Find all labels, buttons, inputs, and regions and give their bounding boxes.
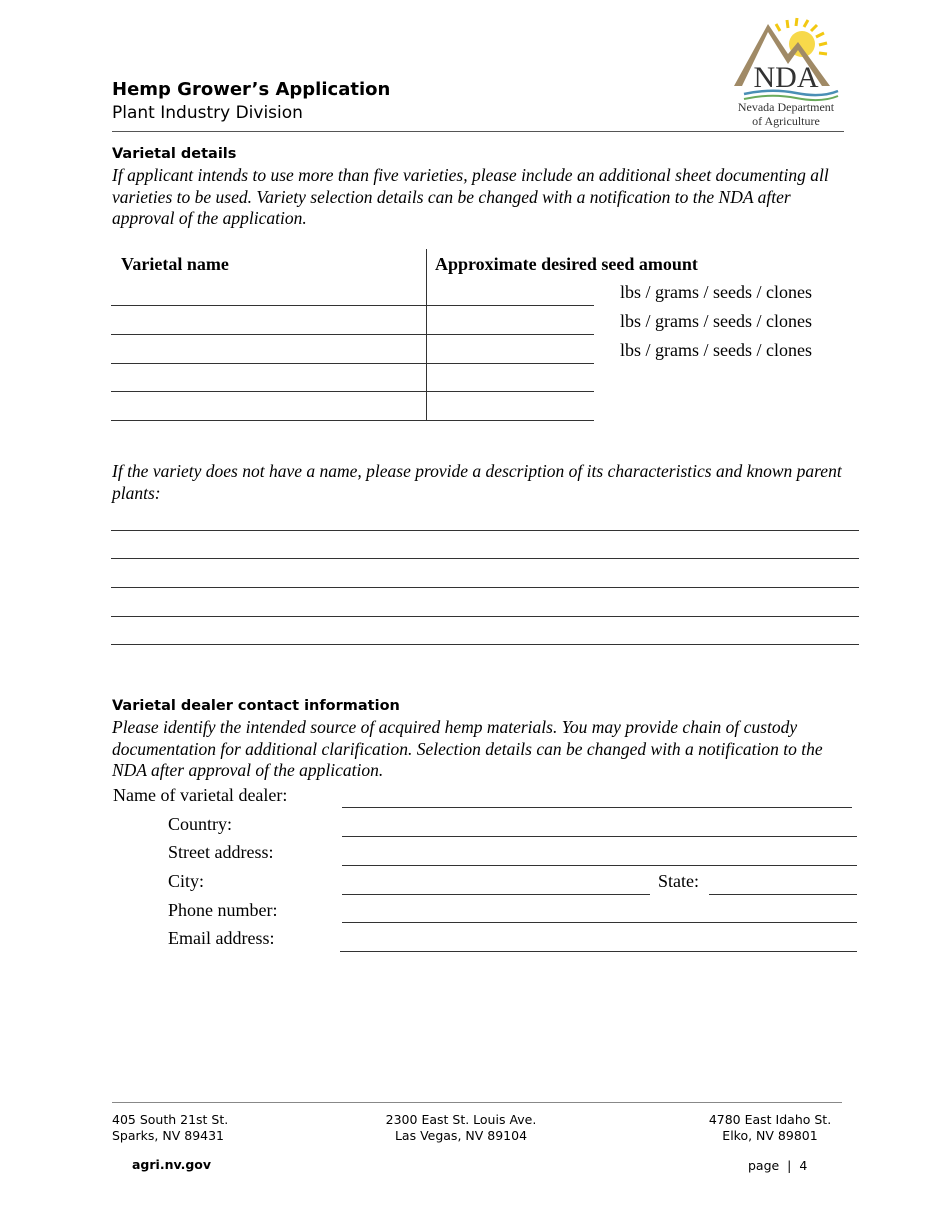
description-line-3[interactable]	[111, 587, 859, 588]
country-field[interactable]	[342, 836, 857, 837]
col-varietal-name: Varietal name	[121, 254, 229, 274]
col-seed-amount: Approximate desired seed amount	[435, 254, 698, 274]
office-sparks-city: Sparks, NV 89431	[112, 1127, 225, 1143]
country-label: Country:	[168, 814, 233, 834]
nda-logo-graphic	[726, 14, 852, 130]
phone-label: Phone number:	[168, 900, 278, 920]
unit-options-row-1: lbs / grams / seeds / clones	[620, 282, 812, 302]
dealer-contact-heading: Varietal dealer contact information	[112, 698, 400, 714]
dealer-name-field[interactable]	[342, 807, 852, 808]
city-field[interactable]	[342, 894, 650, 895]
varietal-row-5[interactable]	[111, 420, 594, 421]
city-label: City:	[168, 871, 205, 891]
footer-divider	[112, 1102, 842, 1103]
street-address-field[interactable]	[342, 865, 857, 866]
office-las-vegas-street: 2300 East St. Louis Ave.	[385, 1112, 537, 1127]
office-elko	[690, 1112, 850, 1143]
varietal-details-heading: Varietal details	[112, 146, 237, 162]
varietal-row-2[interactable]	[111, 334, 594, 335]
office-sparks	[112, 1112, 228, 1143]
state-label: State:	[658, 871, 699, 891]
description-prompt: If the variety does not have a name, please provide a description of its characteristics and known parent plants:	[112, 461, 842, 503]
email-label: Email address:	[168, 928, 275, 948]
office-sparks-street: 405 South 21st St.	[112, 1112, 229, 1127]
varietal-row-3[interactable]	[111, 363, 594, 364]
description-line-5[interactable]	[111, 644, 859, 645]
website-link[interactable]: agri.nv.gov	[132, 1157, 212, 1172]
logo-line2: of Agriculture	[752, 114, 820, 128]
nda-logo	[726, 14, 852, 130]
division-subtitle: Plant Industry Division	[112, 103, 303, 123]
page-number: page | 4	[748, 1158, 808, 1173]
unit-options-row-3: lbs / grams / seeds / clones	[620, 340, 812, 360]
varietal-instructions: If applicant intends to use more than five varieties, please include an additional sheet documenting all varieties to be used. Variety selection details can be changed with a notification to the NDA after approval of the application.	[112, 165, 829, 228]
office-elko-city: Elko, NV 89801	[722, 1127, 818, 1143]
dealer-instructions: Please identify the intended source of acquired hemp materials. You may provide chain of custody documentation for additional clarification. Selection details can be changed with a notification to the NDA after approval of the application.	[112, 717, 823, 780]
varietal-row-1[interactable]	[111, 305, 594, 306]
document-title: Hemp Grower’s Application	[112, 79, 391, 100]
logo-line1: Nevada Department	[737, 100, 835, 114]
varietal-row-4[interactable]	[111, 391, 594, 392]
unit-options-row-2: lbs / grams / seeds / clones	[620, 311, 812, 331]
street-address-label: Street address:	[168, 842, 274, 862]
header-divider	[112, 131, 844, 132]
description-line-4[interactable]	[111, 616, 859, 617]
office-las-vegas	[361, 1112, 561, 1143]
dealer-name-label: Name of varietal dealer:	[113, 785, 288, 805]
logo-letters: NDA	[753, 61, 819, 94]
office-las-vegas-city: Las Vegas, NV 89104	[394, 1127, 528, 1143]
description-line-2[interactable]	[111, 558, 859, 559]
state-field[interactable]	[709, 894, 857, 895]
description-line-1[interactable]	[111, 530, 859, 531]
email-field[interactable]	[340, 951, 857, 952]
office-elko-street: 4780 East Idaho St.	[708, 1112, 832, 1127]
phone-field[interactable]	[342, 922, 857, 923]
